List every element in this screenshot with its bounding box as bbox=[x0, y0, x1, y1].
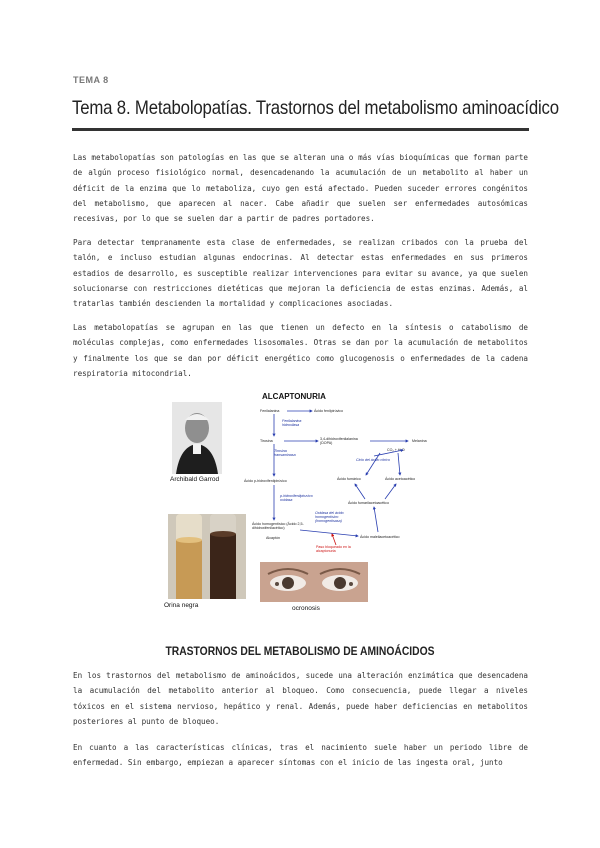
eye-caption: ocronosis bbox=[292, 605, 320, 612]
pathway-enzyme2: Tirosina transaminasa bbox=[274, 449, 296, 457]
pathway-block: Paso bloqueado en la alcaptonuria bbox=[316, 545, 351, 553]
alkaptonuria-figure bbox=[160, 390, 460, 618]
pathway-acetoacetico: Ácido acetoacético bbox=[385, 477, 416, 481]
paragraph: Las metabolopatías son patologías en las que se alteran una o más vías bioquímicas que forman parte de algún proceso fisiológico normal, desencadenando la acumulación de un metabolito al haber un déficit de la enzima que lo metaboliza, cuyo gen está afectado. Pueden suceder errores congénitos del metabolismo, que aparecen al nacer. Cabe añadir que suelen ser enfermedades autosómicas recesivas, por lo que se suelen dar a partir de padres portadores. bbox=[73, 153, 528, 224]
eye-photo bbox=[260, 562, 368, 602]
pathway-fumarilaceto: Ácido fumarilacetoacético bbox=[348, 501, 389, 505]
page-title: Tema 8. Metabolopatías. Trastornos del metabolismo aminoacídico bbox=[72, 97, 559, 119]
urine-photo bbox=[168, 514, 246, 599]
pathway-co2: CO₂ + H₂O bbox=[387, 448, 405, 452]
pathway-maleyl: Ácido maleilacetoacético bbox=[360, 535, 400, 539]
pathway-enzyme1: Fenilalanina hidroxilasa bbox=[282, 419, 302, 427]
pathway-phe-product: Ácido fenilpirúvico bbox=[314, 409, 343, 413]
pathway-phe: Fenilalanina bbox=[260, 409, 280, 413]
pathway-fumarico: Ácido fumárico bbox=[337, 477, 361, 481]
pathway-alcapton: Alcaptón bbox=[266, 536, 280, 540]
pathway-dopa: 3,4-dihidroxifenilalanina (DOPA) bbox=[320, 437, 358, 445]
pathway-tyr: Tirosina bbox=[260, 439, 273, 443]
title-rule bbox=[72, 128, 529, 131]
paragraph: Las metabolopatías se agrupan en las que tienen un defecto en la síntesis o catabolismo de moléculas complejas, como enfermedades lisosomales. Otras se dan por la acumulación de metabolitos y finalmente los que se dan por déficit energético como glucogenosis o enfermedades de la cadena respiratoria mitocondrial. bbox=[73, 323, 528, 378]
urine-caption: Orina negra bbox=[164, 602, 199, 609]
paragraph: En los trastornos del metabolismo de aminoácidos, sucede una alteración enzimática que desencadena la acumulación del metabolito anterior al bloqueo. Como consecuencia, puede llegar a niveles tóxicos en el sistema nervioso, hepático y renal. Además, puede haber deficiencias en metabolitos posteriores al punto de bloqueo. bbox=[73, 671, 528, 726]
section-heading: TRASTORNOS DEL METABOLISMO DE AMINOÁCIDOS bbox=[165, 644, 435, 658]
section-label: TEMA 8 bbox=[73, 75, 109, 85]
pathway-krebs: Ciclo del ácido cítrico bbox=[356, 458, 390, 462]
pathway-melanina: Melanina bbox=[412, 439, 427, 443]
pathway-enzyme3: p-hidroxifenilpiruvico oxidasa bbox=[280, 494, 313, 502]
paragraph: Para detectar tempranamente esta clase de enfermedades, se realizan cribados con la prueba del talón, e incluso estudian algunas endocrinas. Al detectar estas enfermedades en sus primeros estadios de desarrollo, es susceptible realizar intervenciones para evitar su avance, ya que suelen solucionarse con restricciones dietéticas que mejoran la deficiencia de estas enzimas. Además, al tratarlas también descienden la mortalidad y complicaciones asociadas. bbox=[73, 238, 528, 309]
paragraph: En cuanto a las características clínicas, tras el nacimiento suele haber un periodo libre de enfermedad. Sin embargo, empiezan a aparecer síntomas con el inicio de las ingesta oral, junto bbox=[73, 743, 528, 768]
pathway-hga: Ácido homogentísico (Ácido 2,5-dihidroxifenilacético) bbox=[252, 522, 304, 530]
portrait-caption: Archibald Garrod bbox=[170, 476, 220, 483]
figure-title: ALCAPTONURIA bbox=[262, 392, 326, 401]
pathway-enzyme4: Oxidasa del ácido homogentísico (homogentisasa) bbox=[315, 511, 344, 523]
pathway-hpp: Ácido p-hidroxifenilpirúvico bbox=[244, 479, 287, 483]
